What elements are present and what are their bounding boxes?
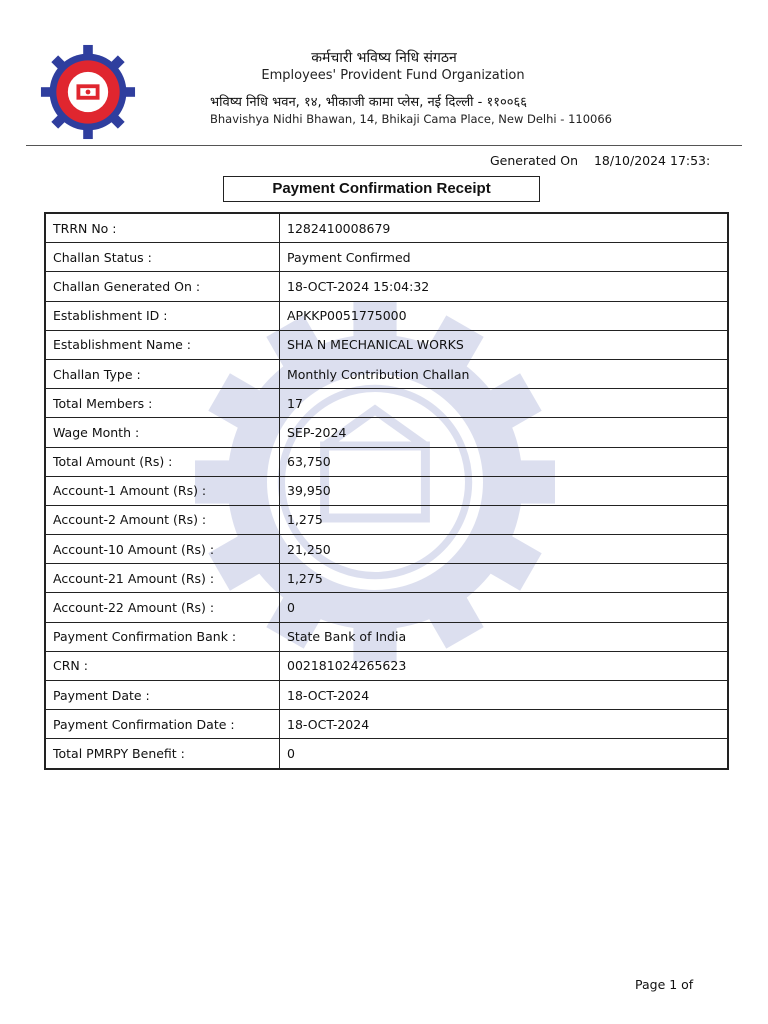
row-value: 21,250 — [280, 535, 729, 564]
row-payment-confirmation-date — [45, 710, 728, 739]
row-label: Account-22 Amount (Rs) : — [45, 593, 280, 622]
row-value: 1,275 — [280, 505, 729, 534]
row-challan-status — [45, 243, 728, 272]
row-value: 18-OCT-2024 15:04:32 — [280, 272, 729, 301]
row-value: Payment Confirmed — [280, 243, 729, 272]
row-label: Payment Confirmation Date : — [45, 710, 280, 739]
org-name-hindi: कर्मचारी भविष्य निधि संगठन — [311, 50, 457, 66]
row-payment-date — [45, 681, 728, 710]
row-label: Wage Month : — [45, 418, 280, 447]
row-value: 17 — [280, 389, 729, 418]
generated-on-label: Generated On — [490, 153, 579, 168]
row-value: Monthly Contribution Challan — [280, 359, 729, 388]
header-divider — [26, 145, 742, 146]
row-label: Challan Type : — [45, 359, 280, 388]
row-total-amount — [45, 447, 728, 476]
row-value: 18-OCT-2024 — [280, 710, 729, 739]
row-value: 1282410008679 — [280, 213, 729, 243]
row-challan-generated-on — [45, 272, 728, 301]
receipt-table — [44, 212, 729, 770]
row-account-1-amount — [45, 476, 728, 505]
row-establishment-name — [45, 330, 728, 359]
generated-on — [490, 153, 710, 168]
row-account-21-amount — [45, 564, 728, 593]
page-number: Page 1 of — [635, 977, 694, 992]
row-label: Account-2 Amount (Rs) : — [45, 505, 280, 534]
address-hindi: भविष्य निधि भवन, १४, भीकाजी कामा प्लेस, नई दिल्ली - ११००६६ — [210, 95, 528, 110]
row-label: Payment Date : — [45, 681, 280, 710]
row-value: 1,275 — [280, 564, 729, 593]
row-label: Challan Status : — [45, 243, 280, 272]
row-label: Account-1 Amount (Rs) : — [45, 476, 280, 505]
row-label: CRN : — [45, 651, 280, 680]
row-payment-confirmation-bank — [45, 622, 728, 651]
receipt-title: Payment Confirmation Receipt — [223, 176, 540, 202]
row-value: 0 — [280, 593, 729, 622]
row-label: Total PMRPY Benefit : — [45, 739, 280, 769]
row-label: TRRN No : — [45, 213, 280, 243]
row-value: 63,750 — [280, 447, 729, 476]
row-label: Total Members : — [45, 389, 280, 418]
row-value: SHA N MECHANICAL WORKS — [280, 330, 729, 359]
row-value: State Bank of India — [280, 622, 729, 651]
row-crn — [45, 651, 728, 680]
row-total-members — [45, 389, 728, 418]
row-account-10-amount — [45, 535, 728, 564]
row-value: SEP-2024 — [280, 418, 729, 447]
org-name-english: Employees' Provident Fund Organization — [261, 68, 525, 83]
row-label: Establishment Name : — [45, 330, 280, 359]
row-label: Account-21 Amount (Rs) : — [45, 564, 280, 593]
row-label: Payment Confirmation Bank : — [45, 622, 280, 651]
row-label: Challan Generated On : — [45, 272, 280, 301]
row-account-22-amount — [45, 593, 728, 622]
row-value: APKKP0051775000 — [280, 301, 729, 330]
row-trrn-no — [45, 213, 728, 243]
row-value: 18-OCT-2024 — [280, 681, 729, 710]
row-value: 39,950 — [280, 476, 729, 505]
row-label: Total Amount (Rs) : — [45, 447, 280, 476]
row-wage-month — [45, 418, 728, 447]
row-label: Establishment ID : — [45, 301, 280, 330]
generated-on-value: 18/10/2024 17:53: — [593, 153, 711, 168]
row-challan-type — [45, 359, 728, 388]
row-account-2-amount — [45, 505, 728, 534]
row-value: 0 — [280, 739, 729, 769]
address-english: Bhavishya Nidhi Bhawan, 14, Bhikaji Cama Place, New Delhi - 110066 — [210, 112, 612, 126]
row-total-pmrpy-benefit — [45, 739, 728, 769]
row-establishment-id — [45, 301, 728, 330]
row-value: 002181024265623 — [280, 651, 729, 680]
row-label: Account-10 Amount (Rs) : — [45, 535, 280, 564]
